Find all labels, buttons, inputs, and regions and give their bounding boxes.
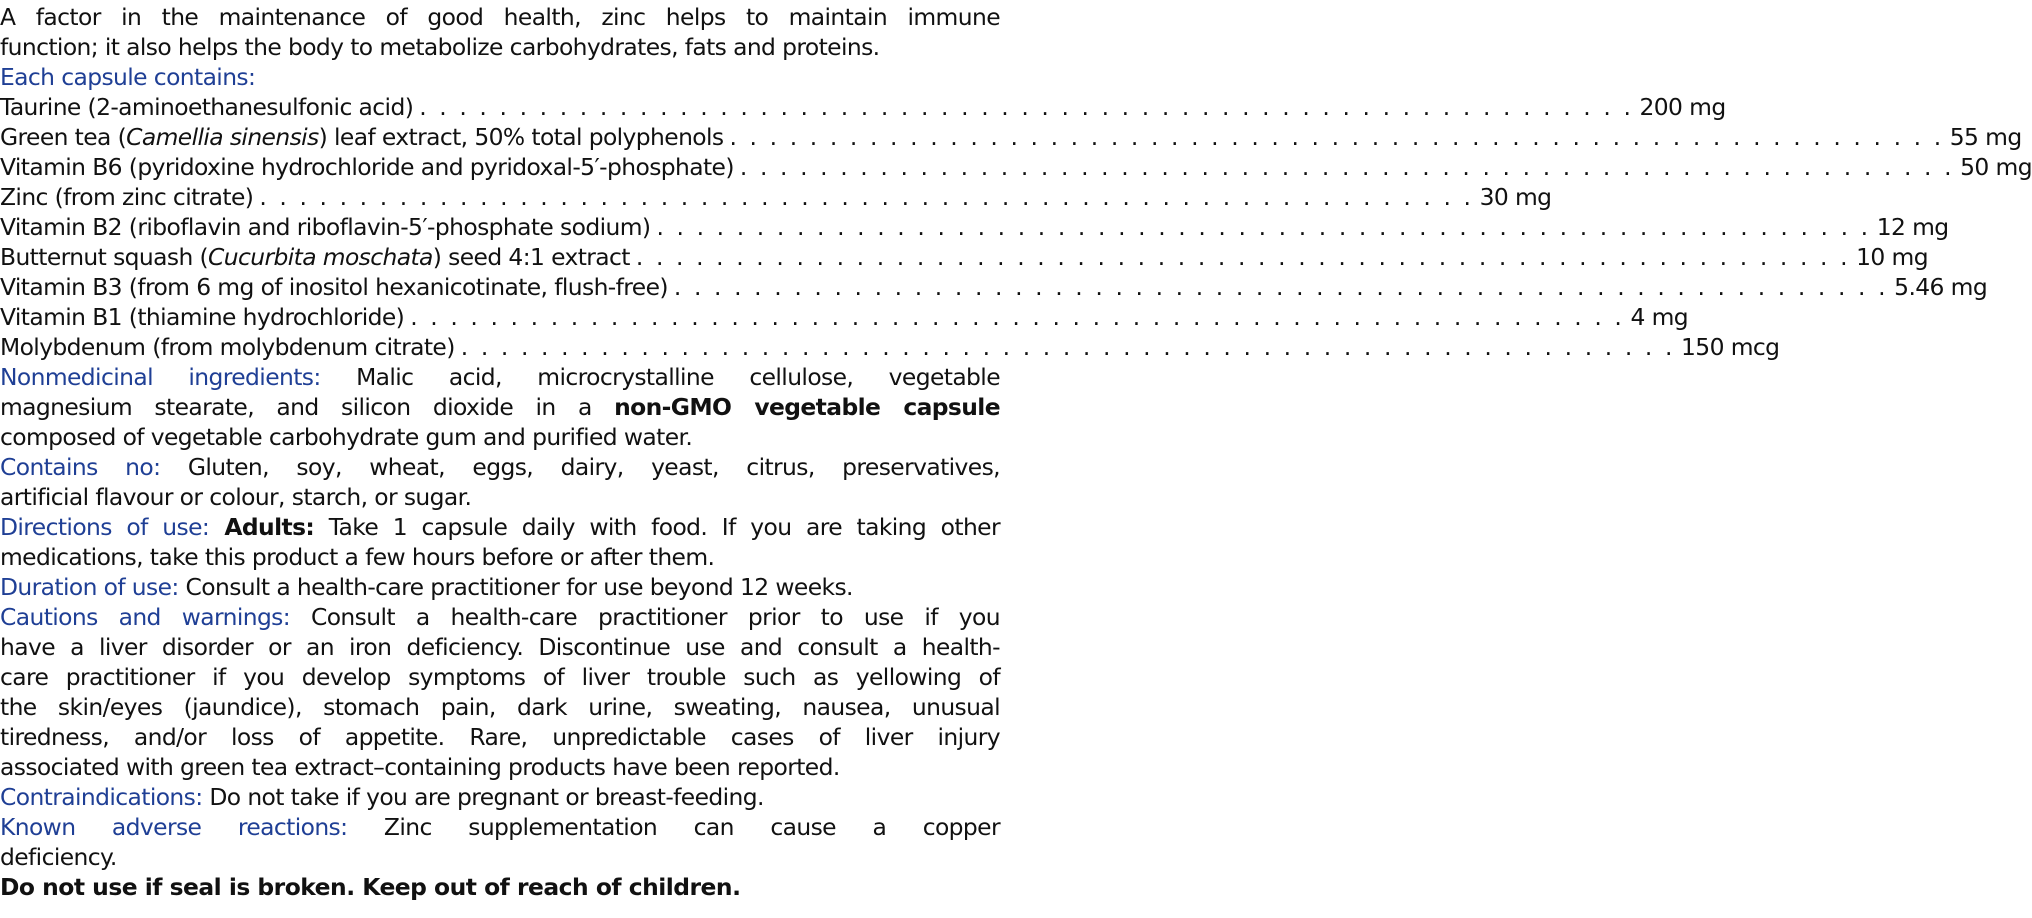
ingredient-name: Vitamin B3 (from 6 mg of inositol hexanicotinate, flush-free) bbox=[0, 273, 668, 301]
contains-no-heading: Contains no: bbox=[0, 453, 161, 481]
ingredient-row bbox=[0, 212, 1949, 242]
ingredient-name: Vitamin B6 (pyridoxine hydrochloride and pyridoxal-5′-phosphate) bbox=[0, 153, 734, 181]
adults-label: Adults: bbox=[209, 513, 315, 541]
capsule-heading: Each capsule contains: bbox=[0, 63, 256, 91]
safety-warning: Do not use if seal is broken. Keep out of reach of children. bbox=[0, 873, 741, 901]
ingredient-list bbox=[0, 92, 2032, 362]
ingredient-row bbox=[0, 92, 1726, 122]
ingredient-amount: 200 mg bbox=[1639, 93, 1726, 121]
ingredient-name: Molybdenum (from molybdenum citrate) bbox=[0, 333, 455, 361]
dot-leader: . . . . . . . . . . . . . . . . . . . . . . . . . . . . . . . . . . . . . . . . . . . . . . . . . . . . . . . . . . . . . bbox=[259, 183, 1474, 211]
ingredient-name: Vitamin B1 (thiamine hydrochloride) bbox=[0, 303, 405, 331]
ingredient-amount: 55 mg bbox=[1949, 123, 2022, 151]
intro-line-1: A factor in the maintenance of good health, zinc helps to maintain immune bbox=[0, 3, 1000, 31]
intro-line-2: function; it also helps the body to metabolize carbohydrates, fats and proteins. bbox=[0, 33, 880, 61]
dot-leader: . . . . . . . . . . . . . . . . . . . . . . . . . . . . . . . . . . . . . . . . . . . . . . . . . . . . . . . . . . . . . bbox=[729, 123, 1944, 151]
directions-heading: Directions of use: bbox=[0, 513, 210, 541]
contains-no-section: Contains no: Gluten, soy, wheat, eggs, dairy, yeast, citrus, preservatives, artificial flavour or colour, starch, or sugar. bbox=[0, 453, 1001, 511]
directions-section: Directions of use: Adults: Take 1 capsule daily with food. If you are taking other medications, take this product a few hours before or after them. bbox=[0, 513, 1000, 571]
ingredient-amount: 30 mg bbox=[1479, 183, 1552, 211]
dot-leader: . . . . . . . . . . . . . . . . . . . . . . . . . . . . . . . . . . . . . . . . . . . . . . . . . . . . . . . . . . . . . bbox=[419, 93, 1634, 121]
ingredient-row bbox=[0, 182, 1552, 212]
ingredient-row bbox=[0, 152, 2032, 182]
adverse-reactions-heading: Known adverse reactions: bbox=[0, 813, 348, 841]
dot-leader: . . . . . . . . . . . . . . . . . . . . . . . . . . . . . . . . . . . . . . . . . . . . . . . . . . . . . . . . . . . . . bbox=[460, 333, 1676, 361]
ingredient-name: Butternut squash (Cucurbita moschata) seed 4:1 extract bbox=[0, 243, 630, 271]
duration-heading: Duration of use: bbox=[0, 573, 179, 601]
cautions-section: Cautions and warnings: Consult a health-care practitioner prior to use if you have a liver disorder or an iron deficiency. Discontinue use and consult a health- care practitioner if you develop symptoms of liver trouble such as yellowing of the skin/eyes (jaundice), stomach pain, dark urine, sweating, nausea, unusual tiredness, and/or loss of appetite. Rare, unpredictable cases of liver injury associated with green tea extract–containing products have been reported. bbox=[0, 603, 1000, 781]
ingredient-row bbox=[0, 332, 1780, 362]
dot-leader: . . . . . . . . . . . . . . . . . . . . . . . . . . . . . . . . . . . . . . . . . . . . . . . . . . . . . . . . . . . . . bbox=[739, 153, 1955, 181]
duration-section: Duration of use: Consult a health-care practitioner for use beyond 12 weeks. bbox=[0, 573, 853, 601]
non-gmo-capsule-text: non-GMO vegetable capsule bbox=[614, 393, 1000, 421]
contraindications-section: Contraindications: Do not take if you are pregnant or breast-feeding. bbox=[0, 783, 764, 811]
dot-leader: . . . . . . . . . . . . . . . . . . . . . . . . . . . . . . . . . . . . . . . . . . . . . . . . . . . . . . . . . . . . . bbox=[656, 213, 1871, 241]
ingredient-name: Green tea (Camellia sinensis) leaf extract, 50% total polyphenols bbox=[0, 123, 724, 151]
supplement-label bbox=[0, 2, 2032, 902]
dot-leader: . . . . . . . . . . . . . . . . . . . . . . . . . . . . . . . . . . . . . . . . . . . . . . . . . . . . . . . . . . . . . bbox=[410, 303, 1625, 331]
ingredient-name: Taurine (2-aminoethanesulfonic acid) bbox=[0, 93, 414, 121]
ingredient-amount: 12 mg bbox=[1876, 213, 1949, 241]
cautions-heading: Cautions and warnings: bbox=[0, 603, 291, 631]
ingredient-amount: 150 mcg bbox=[1681, 333, 1780, 361]
ingredient-name: Vitamin B2 (riboflavin and riboflavin-5′-phosphate sodium) bbox=[0, 213, 651, 241]
dot-leader: . . . . . . . . . . . . . . . . . . . . . . . . . . . . . . . . . . . . . . . . . . . . . . . . . . . . . . . . . . . . . bbox=[635, 243, 1851, 271]
ingredient-row bbox=[0, 242, 1928, 272]
dot-leader: . . . . . . . . . . . . . . . . . . . . . . . . . . . . . . . . . . . . . . . . . . . . . . . . . . . . . . . . . . . . . bbox=[673, 273, 1889, 301]
nonmedicinal-section: Nonmedicinal ingredients: Malic acid, microcrystalline cellulose, vegetable magnesium stearate, and silicon dioxide in a non-GMO vegetable capsule composed of vegetable carbohydrate gum and purified water. bbox=[0, 363, 1000, 451]
nonmedicinal-heading: Nonmedicinal ingredients: bbox=[0, 363, 321, 391]
ingredient-amount: 5.46 mg bbox=[1894, 273, 1988, 301]
ingredient-name: Zinc (from zinc citrate) bbox=[0, 183, 254, 211]
ingredient-amount: 4 mg bbox=[1630, 303, 1689, 331]
ingredient-amount: 50 mg bbox=[1960, 153, 2032, 181]
ingredient-row bbox=[0, 272, 1988, 302]
ingredient-row bbox=[0, 302, 1689, 332]
adverse-reactions-section: Known adverse reactions: Zinc supplementation can cause a copper deficiency. bbox=[0, 813, 1000, 871]
ingredient-row bbox=[0, 122, 2022, 152]
contraindications-heading: Contraindications: bbox=[0, 783, 203, 811]
ingredient-amount: 10 mg bbox=[1856, 243, 1928, 271]
